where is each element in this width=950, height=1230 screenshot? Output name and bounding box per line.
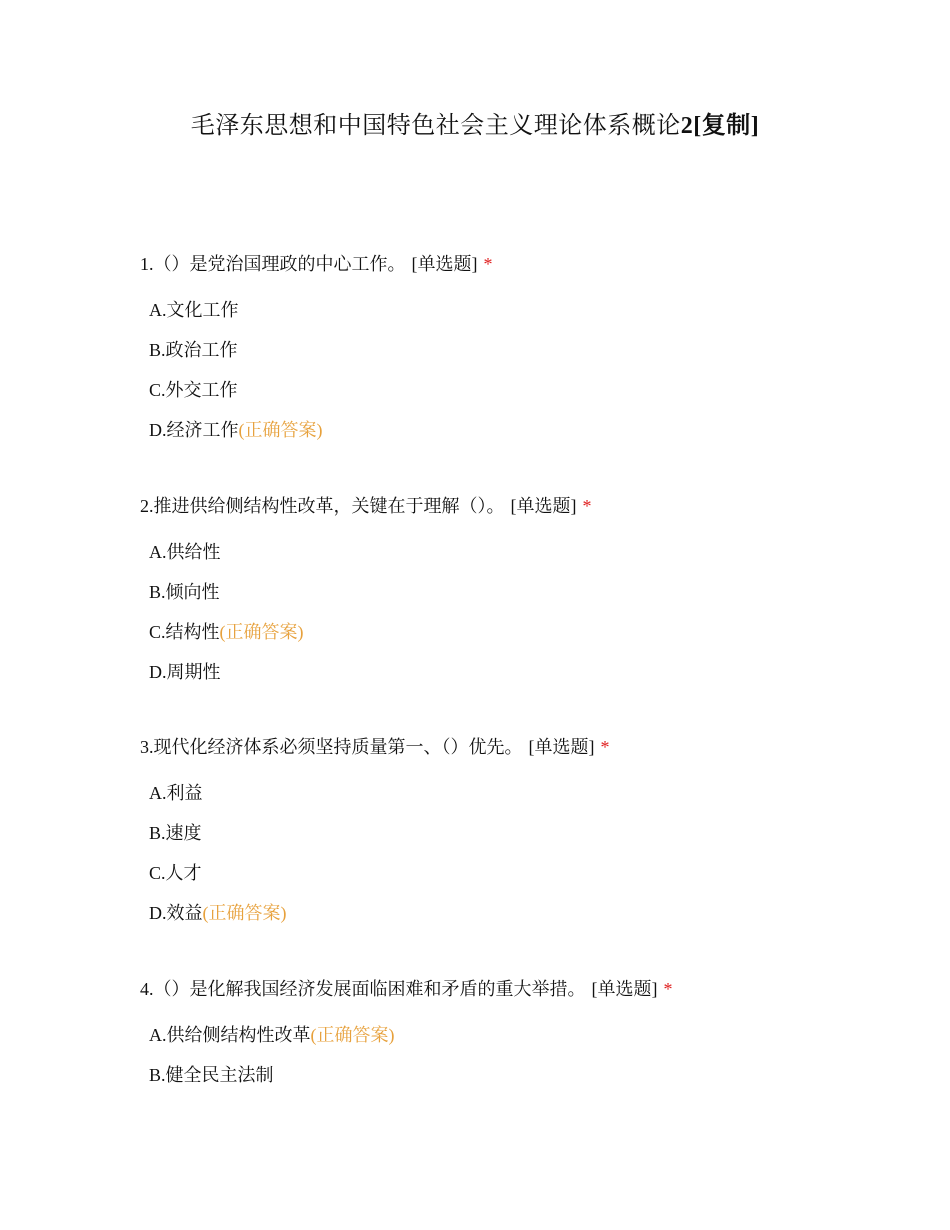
question-body: （）是化解我国经济发展面临困难和矛盾的重大举措。 [153, 979, 586, 999]
option-a [149, 538, 900, 578]
option-b [149, 819, 900, 859]
question-1 [140, 250, 900, 456]
question-body: 现代化经济体系必须坚持质量第一、（）优先。 [153, 737, 523, 757]
option-d [149, 899, 900, 939]
option-a [149, 296, 900, 336]
page-title [0, 108, 950, 144]
question-number: 3. [140, 737, 154, 757]
title-main: 毛泽东思想和中国特色社会主义理论体系概论 [190, 113, 681, 139]
question-type: [单选题] [510, 496, 577, 516]
question-text [140, 975, 900, 1003]
option-list [140, 538, 900, 698]
correct-answer-label: (正确答案) [310, 1025, 395, 1045]
option-text: D.效益 [149, 903, 203, 923]
question-2 [140, 492, 900, 698]
option-text: C.人才 [149, 863, 202, 883]
option-d [149, 416, 900, 456]
correct-answer-label: (正确答案) [219, 622, 304, 642]
option-text: B.速度 [149, 823, 202, 843]
option-b [149, 1061, 900, 1101]
option-text: A.供给侧结构性改革 [149, 1025, 311, 1045]
option-a [149, 779, 900, 819]
correct-answer-label: (正确答案) [238, 420, 323, 440]
question-type: [单选题] [591, 979, 658, 999]
question-body: （）是党治国理政的中心工作。 [153, 254, 406, 274]
option-b [149, 578, 900, 618]
question-3 [140, 733, 900, 939]
question-text [140, 733, 900, 761]
option-text: B.倾向性 [149, 582, 220, 602]
option-text: A.供给性 [149, 542, 221, 562]
option-list [140, 296, 900, 456]
option-text: B.健全民主法制 [149, 1065, 274, 1085]
required-mark: * [663, 979, 673, 999]
correct-answer-label: (正确答案) [202, 903, 287, 923]
title-suffix: 2[复制] [680, 113, 760, 139]
option-text: D.周期性 [149, 662, 221, 682]
option-text: A.文化工作 [149, 300, 239, 320]
question-number: 4. [140, 979, 154, 999]
option-d [149, 658, 900, 698]
option-c [149, 618, 900, 658]
question-type: [单选题] [528, 737, 595, 757]
option-text: C.结构性 [149, 622, 220, 642]
question-text [140, 250, 900, 278]
option-text: B.政治工作 [149, 340, 238, 360]
option-text: C.外交工作 [149, 380, 238, 400]
option-c [149, 859, 900, 899]
question-number: 1. [140, 254, 154, 274]
option-a [149, 1021, 900, 1061]
question-4 [140, 975, 900, 1101]
option-list [140, 779, 900, 939]
required-mark: * [582, 496, 592, 516]
option-b [149, 336, 900, 376]
option-c [149, 376, 900, 416]
question-text [140, 492, 900, 520]
required-mark: * [483, 254, 493, 274]
question-number: 2. [140, 496, 154, 516]
option-text: D.经济工作 [149, 420, 239, 440]
option-list [140, 1021, 900, 1101]
required-mark: * [600, 737, 610, 757]
question-body: 推进供给侧结构性改革，关键在于理解（）。 [153, 496, 505, 516]
option-text: A.利益 [149, 783, 203, 803]
question-type: [单选题] [411, 254, 478, 274]
